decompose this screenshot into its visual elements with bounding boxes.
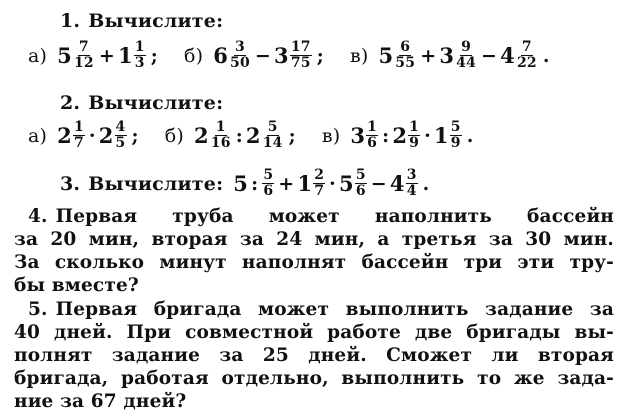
numerator: 5 (263, 167, 274, 183)
math-punctuation: ; (316, 44, 324, 67)
task-1-title: Вычислите: (88, 10, 224, 32)
task-4-text-1: Первая труба может наполнить бассейн (55, 206, 614, 227)
fraction (455, 40, 477, 71)
item-expression (194, 120, 296, 151)
task-5-line: 40 дней. При совместной работе две бригады вы- (14, 322, 614, 343)
numerator: 1 (409, 119, 420, 135)
math-operator: · (88, 124, 96, 147)
item-label: а) (28, 124, 48, 147)
fraction (366, 120, 378, 151)
denominator: 55 (395, 55, 416, 71)
task-1-number: 1. (60, 10, 81, 32)
math-operator: − (254, 44, 272, 67)
task-5-number: 5. (28, 299, 48, 320)
fraction (408, 120, 420, 151)
task-5-line: ние за 67 дней? (14, 391, 187, 412)
mixed-number (57, 120, 86, 151)
numerator: 5 (267, 119, 278, 135)
numerator: 7 (521, 39, 532, 55)
denominator: 75 (290, 55, 311, 71)
task-5-line (14, 298, 614, 321)
mixed-number (339, 168, 368, 199)
math-operator: : (235, 124, 243, 147)
whole-part: 5 (233, 171, 249, 196)
whole-part: 5 (339, 171, 354, 196)
numerator: 4 (115, 119, 126, 135)
fraction (134, 40, 146, 71)
fraction (262, 168, 274, 199)
whole-part: 4 (500, 43, 515, 68)
mixed-number (246, 120, 285, 151)
task-4-paragraph (14, 205, 614, 297)
math-operator: − (481, 44, 498, 67)
task-4-line (14, 205, 614, 228)
mixed-number (118, 40, 147, 71)
numerator: 5 (450, 119, 461, 135)
math-operator: + (278, 172, 295, 195)
task-5-line: полнят задание за 25 дней. Сможет ли вторая (14, 345, 614, 366)
denominator: 6 (367, 135, 378, 151)
math-operator: + (420, 44, 437, 67)
mixed-number (439, 40, 478, 71)
denominator: 9 (450, 135, 461, 151)
whole-part: 3 (439, 43, 455, 68)
math-operator: + (98, 44, 115, 67)
numerator: 3 (235, 39, 245, 55)
numerator: 1 (73, 119, 84, 135)
task-3-expression (233, 168, 429, 199)
denominator: 14 (262, 135, 283, 151)
numerator: 1 (215, 119, 226, 135)
mixed-number (350, 120, 379, 151)
item-expression (57, 40, 158, 71)
exercise-item (184, 40, 324, 71)
fraction (73, 120, 85, 151)
math-operator: : (382, 124, 390, 147)
math-punctuation: . (542, 44, 550, 67)
item-expression (57, 120, 139, 151)
task-2-number: 2. (60, 92, 81, 114)
denominator: 7 (73, 135, 84, 151)
whole-part: 3 (274, 43, 289, 68)
task-5-line: бригада, работая отдельно, выполнить то же зада- (14, 368, 614, 389)
mixed-number (194, 120, 233, 151)
denominator: 16 (210, 135, 231, 151)
item-label: а) (28, 44, 48, 67)
denominator: 22 (516, 55, 537, 71)
exercise-item (322, 120, 474, 151)
exercise-item (165, 120, 296, 151)
whole-part: 2 (57, 123, 72, 148)
math-operator: · (329, 172, 336, 195)
mixed-number (392, 120, 421, 151)
numerator: 1 (367, 119, 378, 135)
fraction (406, 168, 418, 199)
math-punctuation: ; (150, 44, 158, 67)
task-2-heading (60, 92, 622, 114)
fraction (290, 40, 312, 71)
item-label: в) (321, 124, 341, 147)
task-1-heading (60, 10, 622, 32)
denominator: 50 (230, 55, 250, 71)
item-expression (350, 120, 473, 151)
whole-part: 4 (389, 171, 405, 196)
math-punctuation: ; (131, 124, 139, 147)
whole-part: 2 (98, 123, 114, 148)
denominator: 6 (355, 183, 366, 199)
task-5-paragraph (14, 298, 614, 413)
task-3-title: Вычислите: (88, 172, 224, 195)
math-punctuation: ; (288, 124, 296, 147)
task-4-line: за 20 мин, вторая за 24 мин, а третья за 30 мин. (14, 229, 614, 250)
mixed-number (378, 40, 417, 71)
denominator: 44 (456, 55, 477, 71)
denominator: 7 (314, 183, 325, 199)
item-label: в) (349, 44, 369, 67)
item-label: б) (164, 124, 184, 147)
denominator: 6 (263, 183, 274, 199)
task-3-line (60, 168, 622, 199)
item-expression (378, 40, 549, 71)
fraction (355, 168, 367, 199)
fraction (115, 120, 127, 151)
whole-part: 2 (392, 123, 408, 148)
mixed-number (261, 168, 275, 199)
mixed-number (390, 168, 419, 199)
fraction (450, 120, 462, 151)
task-5-text-1: Первая бригада может выполнить задание за (55, 299, 614, 320)
task-4-number: 4. (28, 206, 48, 227)
mixed-number (500, 40, 539, 71)
whole-part: 5 (378, 43, 394, 68)
numerator: 5 (355, 167, 366, 183)
whole-part: 5 (57, 43, 72, 68)
mixed-number (213, 40, 252, 71)
denominator: 9 (409, 135, 420, 151)
task-2-items (28, 120, 622, 151)
numerator: 1 (134, 39, 145, 55)
whole-part: 1 (433, 123, 449, 148)
math-punctuation: . (466, 124, 474, 147)
whole-part: 6 (213, 43, 229, 68)
whole-part: 2 (193, 123, 209, 148)
fraction (262, 120, 284, 151)
mixed-number (434, 120, 463, 151)
math-punctuation: . (422, 172, 430, 195)
numerator: 17 (290, 39, 311, 55)
item-expression (213, 40, 324, 71)
numerator: 7 (78, 39, 89, 55)
task-3-number: 3. (60, 172, 81, 195)
numerator: 6 (400, 39, 411, 55)
fraction (210, 120, 232, 151)
exercise-item (28, 40, 158, 71)
exercise-item (350, 40, 550, 71)
denominator: 4 (406, 183, 417, 199)
mixed-number (274, 40, 313, 71)
denominator: 3 (134, 55, 145, 71)
mixed-number (99, 120, 128, 151)
mixed-number (297, 168, 326, 199)
whole-part: 1 (297, 171, 313, 196)
denominator: 12 (73, 55, 94, 71)
numerator: 3 (406, 167, 417, 183)
task-1-items (28, 40, 622, 71)
numerator: 9 (461, 39, 472, 55)
whole-part: 3 (350, 123, 366, 148)
math-operator: − (370, 172, 387, 195)
fraction (516, 40, 538, 71)
item-label: б) (183, 44, 204, 67)
fraction (313, 168, 325, 199)
whole-part: 1 (117, 43, 133, 68)
task-4-line: бы вместе? (14, 275, 139, 296)
exercise-item (28, 120, 139, 151)
fraction (229, 40, 251, 71)
mixed-number (233, 171, 248, 196)
fraction (73, 40, 95, 71)
whole-part: 2 (245, 123, 261, 148)
denominator: 5 (115, 135, 126, 151)
fraction (394, 40, 416, 71)
math-operator: : (251, 172, 259, 195)
mixed-number (57, 40, 96, 71)
math-operator: · (424, 124, 431, 147)
task-2-title: Вычислите: (88, 92, 224, 114)
task-4-line: За сколько минут наполнят бассейн три эти тру- (14, 252, 614, 273)
numerator: 2 (314, 167, 325, 183)
